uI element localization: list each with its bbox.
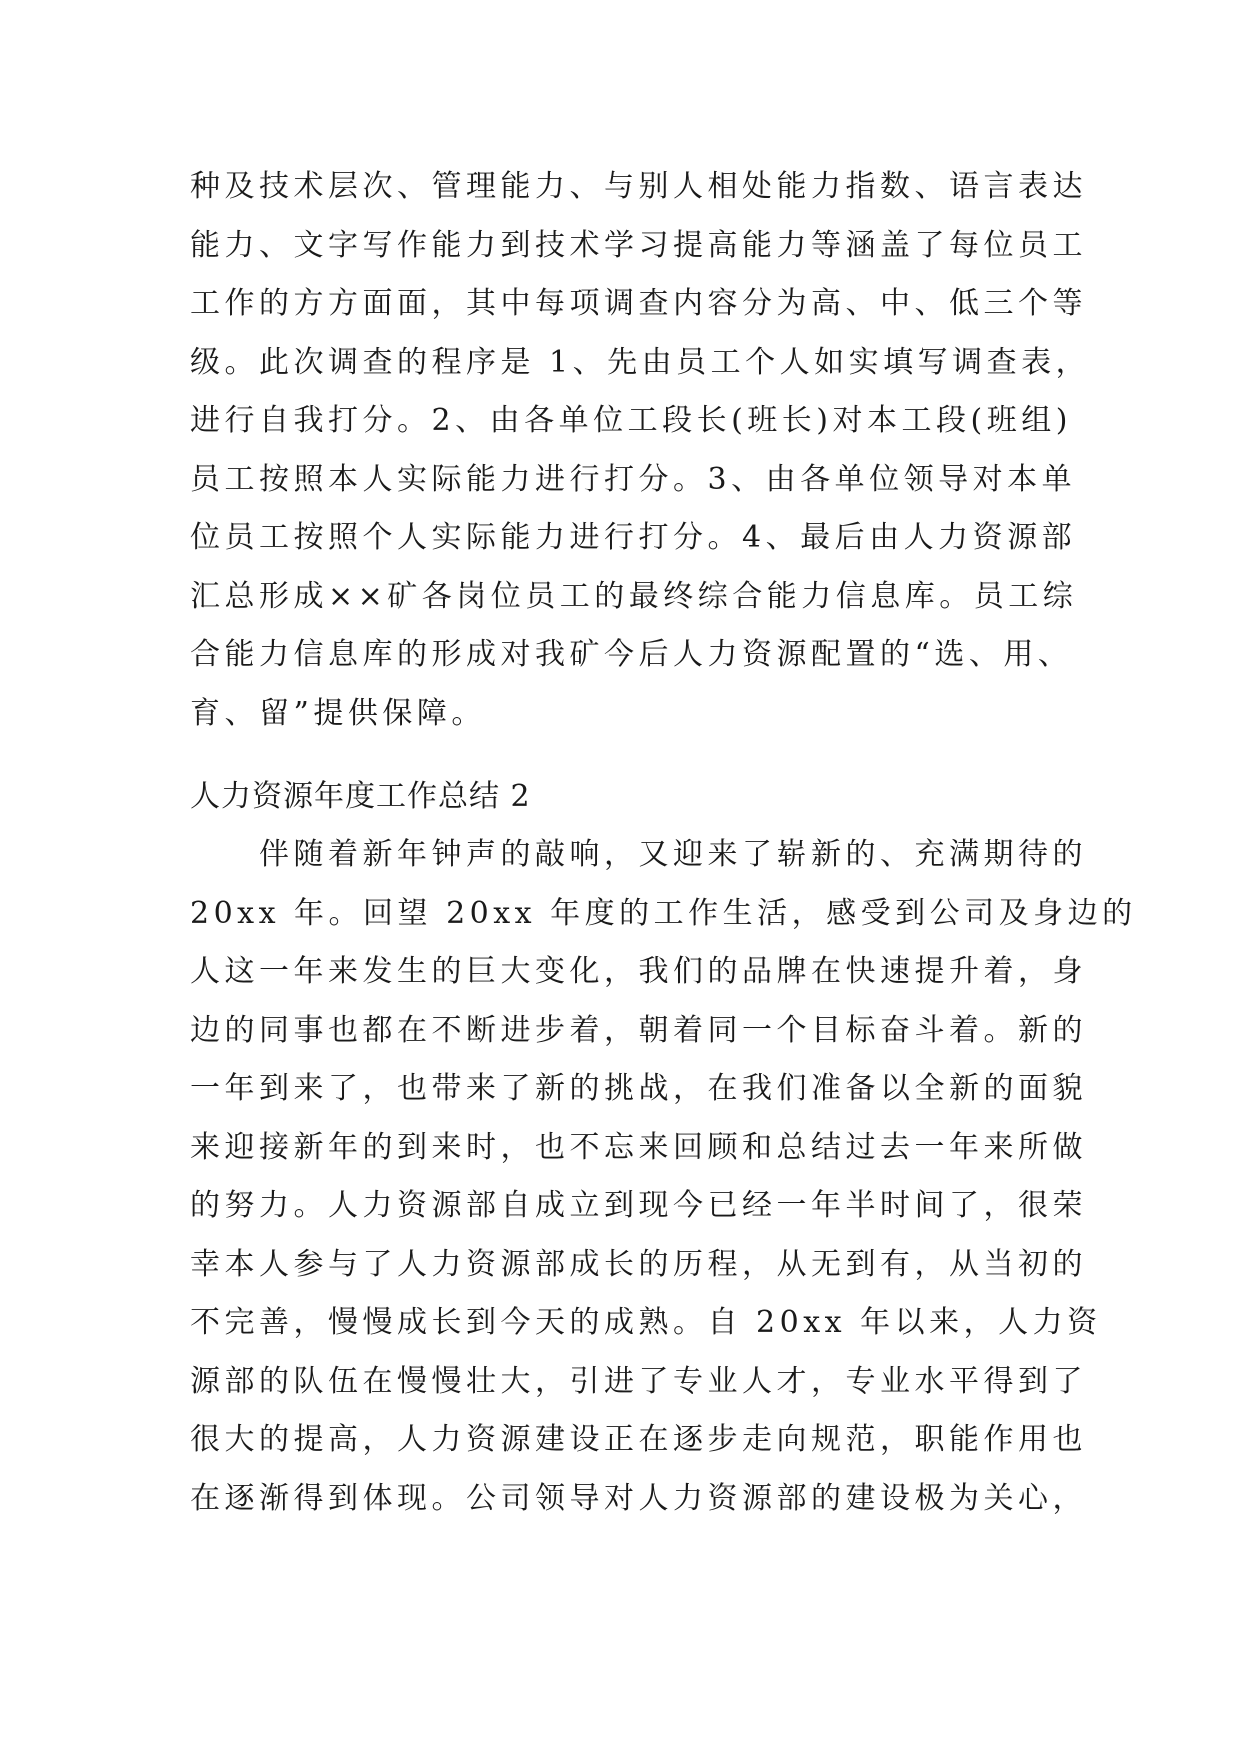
paragraph-line: 合能力信息库的形成对我矿今后人力资源配置的“选、用、 <box>190 637 1073 672</box>
paragraph-line: 种及技术层次、管理能力、与别人相处能力指数、语言表达 <box>190 169 1087 204</box>
paragraph-line: 能力、文字写作能力到技术学习提高能力等涵盖了每位员工 <box>190 227 1087 263</box>
paragraph-line: 级。此次调查的程序是 1、先由员工个人如实填写调查表， <box>190 344 1091 380</box>
paragraph-line: 的努力。人力资源部自成立到现今已经一年半时间了，很荣 <box>190 1188 1087 1223</box>
paragraph-line: 很大的提高，人力资源建设正在逐步走向规范，职能作用也 <box>190 1422 1087 1457</box>
paragraph-line: 汇总形成××矿各岗位员工的最终综合能力信息库。员工综 <box>190 578 1078 614</box>
paragraph-line: 工作的方方面面，其中每项调查内容分为高、中、低三个等 <box>190 286 1087 321</box>
paragraph-line: 进行自我打分。2、由各单位工段长(班长)对本工段(班组) <box>190 403 1072 438</box>
paragraph-line: 幸本人参与了人力资源部成长的历程，从无到有，从当初的 <box>190 1246 1087 1282</box>
paragraph-line: 育、留”提供保障。 <box>190 695 486 731</box>
paragraph-line: 20xx 年。回望 20xx 年度的工作生活，感受到公司及身边的 <box>190 895 1137 931</box>
paragraph-line: 伴随着新年钟声的敲响，又迎来了崭新的、充满期待的 <box>190 837 1087 872</box>
paragraph-1 <box>190 158 1091 743</box>
paragraph-line: 来迎接新年的到来时，也不忘来回顾和总结过去一年来所做 <box>190 1129 1087 1165</box>
paragraph-line: 边的同事也都在不断进步着，朝着同一个目标奋斗着。新的 <box>190 1012 1087 1048</box>
paragraph-line: 在逐渐得到体现。公司领导对人力资源部的建设极为关心， <box>190 1480 1087 1516</box>
paragraph-line: 员工按照本人实际能力进行打分。3、由各单位领导对本单 <box>190 461 1077 497</box>
paragraph-line: 人这一年来发生的巨大变化，我们的品牌在快速提升着，身 <box>190 954 1087 989</box>
paragraph-line: 一年到来了，也带来了新的挑战，在我们准备以全新的面貌 <box>190 1071 1087 1106</box>
paragraph-line: 不完善，慢慢成长到今天的成熟。自 20xx 年以来，人力资 <box>190 1305 1102 1340</box>
paragraph-line: 位员工按照个人实际能力进行打分。4、最后由人力资源部 <box>190 520 1077 555</box>
paragraph-line: 源部的队伍在慢慢壮大，引进了专业人才，专业水平得到了 <box>190 1363 1087 1399</box>
paragraph-2 <box>190 826 1137 1528</box>
section-heading: 人力资源年度工作总结 2 <box>190 779 531 814</box>
